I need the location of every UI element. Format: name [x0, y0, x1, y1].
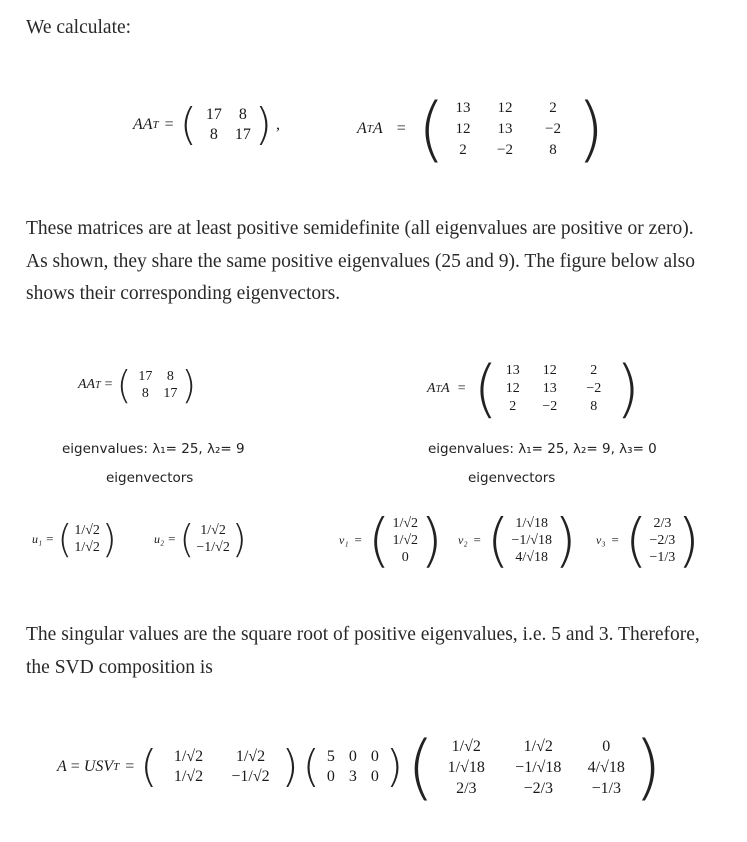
- matrix-cell: 17: [138, 369, 153, 384]
- eq-sign: =: [164, 116, 174, 133]
- aat-sup: T: [95, 379, 101, 391]
- vector-entry: 4/√18: [515, 549, 548, 565]
- matrix-cell: 12: [542, 363, 557, 378]
- matrix-cell: 8: [209, 126, 218, 143]
- v3-entries: [647, 515, 677, 566]
- left-paren: (: [624, 506, 648, 574]
- left-paren: (: [417, 88, 446, 170]
- matrix-cell: 5: [326, 748, 335, 765]
- u2-entries: [194, 522, 231, 556]
- right-paren: ): [231, 517, 247, 561]
- matrix-cell: 0: [326, 768, 335, 785]
- ata-sup: T: [366, 123, 373, 135]
- vector-entry: 2/3: [653, 515, 672, 531]
- vector-entry: −1/3: [649, 549, 676, 565]
- matrix-cell: 2/3: [456, 779, 477, 797]
- u-matrix: [157, 747, 281, 787]
- vector-entry: −1/√18: [511, 532, 552, 548]
- matrix-cell: 12: [497, 99, 513, 116]
- right-eigenvectors-caption: eigenvectors: [468, 470, 556, 486]
- svd-lhs-a: A: [57, 758, 67, 775]
- matrix-cell: 1/√18: [447, 758, 485, 776]
- matrix-cell: −2/3: [523, 779, 554, 797]
- u1-vector: [32, 517, 117, 561]
- matrix-cell: −1/3: [591, 779, 622, 797]
- left-eigenvalues-caption: eigenvalues: λ₁= 25, λ₂= 9: [62, 441, 245, 457]
- fig-ata-equation: [427, 352, 640, 425]
- v1-entries: [390, 515, 420, 566]
- matrix-cell: 13: [542, 381, 557, 396]
- matrix-cell: 1/√2: [173, 748, 204, 765]
- matrix-cell: 4/√18: [587, 758, 625, 776]
- ata-label-a: A: [427, 381, 436, 396]
- ata-sup: T: [435, 383, 442, 395]
- matrix-cell: 2: [509, 399, 517, 414]
- vector-entry: 1/√2: [392, 515, 419, 531]
- comma: ,: [276, 116, 281, 133]
- vector-entry: 1/√18: [515, 515, 548, 531]
- eq-sign: =: [46, 531, 54, 546]
- matrix-cell: −1/√2: [231, 768, 270, 785]
- matrix-cell: 12: [505, 381, 520, 396]
- right-paren: ): [101, 517, 117, 561]
- ata-matrix: [445, 98, 577, 161]
- left-paren: (: [179, 517, 195, 561]
- fig-aat-matrix: [131, 368, 181, 402]
- aat-matrix: [197, 105, 255, 145]
- eq-sign: =: [457, 381, 466, 396]
- matrix-cell: −2: [542, 399, 558, 414]
- svd-lhs-usv: USV: [83, 758, 114, 775]
- vector-entry: −2/3: [649, 532, 676, 548]
- u2-vector: [154, 517, 247, 561]
- left-paren: (: [367, 506, 391, 574]
- matrix-cell: 2: [590, 363, 598, 378]
- intro-text: We calculate:: [26, 17, 132, 38]
- left-paren: (: [486, 506, 510, 574]
- ata-equation: [357, 88, 605, 170]
- vector-entry: 1/√2: [200, 523, 226, 538]
- matrix-cell: 8: [549, 141, 557, 158]
- eq-sign: =: [611, 532, 619, 547]
- aat-equation: [133, 99, 281, 150]
- v3-label: v₃: [596, 532, 606, 547]
- matrix-cell: 0: [602, 737, 611, 755]
- v1-label: v₁: [339, 532, 349, 547]
- svd-sup-t: T: [113, 761, 120, 773]
- right-paren: ): [553, 506, 577, 574]
- v2-entries: [509, 515, 553, 566]
- right-paren: ): [420, 506, 443, 574]
- u-left-paren: (: [140, 741, 158, 792]
- left-paren: (: [57, 517, 73, 561]
- s-left-paren: (: [302, 741, 320, 792]
- matrix-cell: 1/√2: [173, 768, 204, 785]
- matrix-cell: 3: [348, 768, 357, 785]
- vt-right-paren: ): [634, 726, 662, 808]
- fig-ata-matrix: [498, 362, 616, 416]
- left-paren: (: [473, 352, 498, 425]
- ata-label-b: A: [441, 381, 450, 396]
- aat-label: AA: [78, 377, 96, 392]
- matrix-cell: 8: [141, 386, 149, 401]
- vector-entry: 1/√2: [74, 540, 100, 555]
- vt-left-paren: (: [406, 726, 435, 808]
- left-paren: (: [179, 99, 197, 150]
- matrix-cell: 0: [370, 748, 379, 765]
- eq-sign: =: [473, 532, 481, 547]
- u1-label: u₁: [32, 531, 43, 546]
- ata-label-a: A: [357, 120, 367, 137]
- svd-paragraph: The singular values are the square root of positive eigenvalues, i.e. 5 and 3. Therefore, the SVD composition is: [26, 624, 700, 678]
- matrix-cell: 17: [163, 386, 178, 401]
- matrix-cell: 8: [166, 369, 174, 384]
- right-paren: ): [577, 88, 605, 170]
- ata-label-b: A: [372, 120, 383, 137]
- fig-aat-equation: [78, 363, 197, 407]
- right-paren: ): [615, 352, 640, 425]
- matrix-cell: 1/√2: [235, 748, 266, 765]
- right-eigenvalues-caption: eigenvalues: λ₁= 25, λ₂= 9, λ₃= 0: [428, 441, 657, 457]
- aat-label: AA: [133, 116, 153, 133]
- matrix-cell: 0: [370, 768, 379, 785]
- matrix-cell: 17: [205, 106, 222, 123]
- left-paren: (: [116, 363, 132, 407]
- matrix-cell: 13: [505, 363, 520, 378]
- matrix-cell: 2: [459, 141, 467, 158]
- matrix-cell: 1/√2: [523, 737, 553, 755]
- svd-equation: [57, 726, 662, 808]
- matrix-cell: −2: [586, 381, 602, 396]
- matrix-cell: 1/√2: [451, 737, 481, 755]
- u2-label: u₂: [154, 531, 165, 546]
- matrix-cell: −1/√18: [515, 758, 562, 776]
- eigen-paragraph: These matrices are at least positive semidefinite (all eigenvalues are positive or zero). As shown, they share the same positive eigenvalues (25 and 9). The figure below also shows their corresponding eigenvectors.: [26, 218, 695, 304]
- v2-label: v₂: [458, 532, 468, 547]
- eq-sign: =: [396, 120, 406, 137]
- u-right-paren: ): [281, 741, 299, 792]
- right-paren: ): [254, 99, 273, 150]
- eq-sign: =: [125, 758, 135, 775]
- matrix-cell: −2: [497, 141, 514, 158]
- matrix-cell: 8: [590, 399, 598, 414]
- matrix-cell: 2: [549, 99, 557, 116]
- eq-sign: =: [168, 531, 176, 546]
- vector-entry: 1/√2: [74, 523, 100, 538]
- matrix-cell: −2: [545, 120, 562, 137]
- matrix-cell: 8: [238, 106, 247, 123]
- vector-entry: 0: [401, 549, 409, 565]
- left-eigenvectors-caption: eigenvectors: [106, 470, 194, 486]
- eq-sign: =: [354, 532, 362, 547]
- matrix-cell: 13: [455, 99, 471, 116]
- v1-vector: [339, 506, 443, 574]
- matrix-cell: 13: [497, 120, 513, 137]
- vector-entry: −1/√2: [196, 540, 230, 555]
- s-matrix: [320, 747, 386, 787]
- v2-vector: [458, 506, 577, 574]
- eq-sign: =: [70, 758, 80, 775]
- right-paren: ): [181, 363, 197, 407]
- matrix-cell: 17: [234, 126, 251, 143]
- vector-entry: 1/√2: [392, 532, 419, 548]
- eq-sign: =: [104, 377, 113, 392]
- vt-matrix: [434, 736, 634, 799]
- matrix-cell: 12: [455, 120, 471, 137]
- v3-vector: [596, 506, 700, 574]
- s-right-paren: ): [385, 741, 403, 792]
- right-paren: ): [677, 506, 700, 574]
- aat-sup: T: [152, 119, 159, 131]
- matrix-cell: 0: [348, 748, 357, 765]
- u1-entries: [72, 522, 102, 556]
